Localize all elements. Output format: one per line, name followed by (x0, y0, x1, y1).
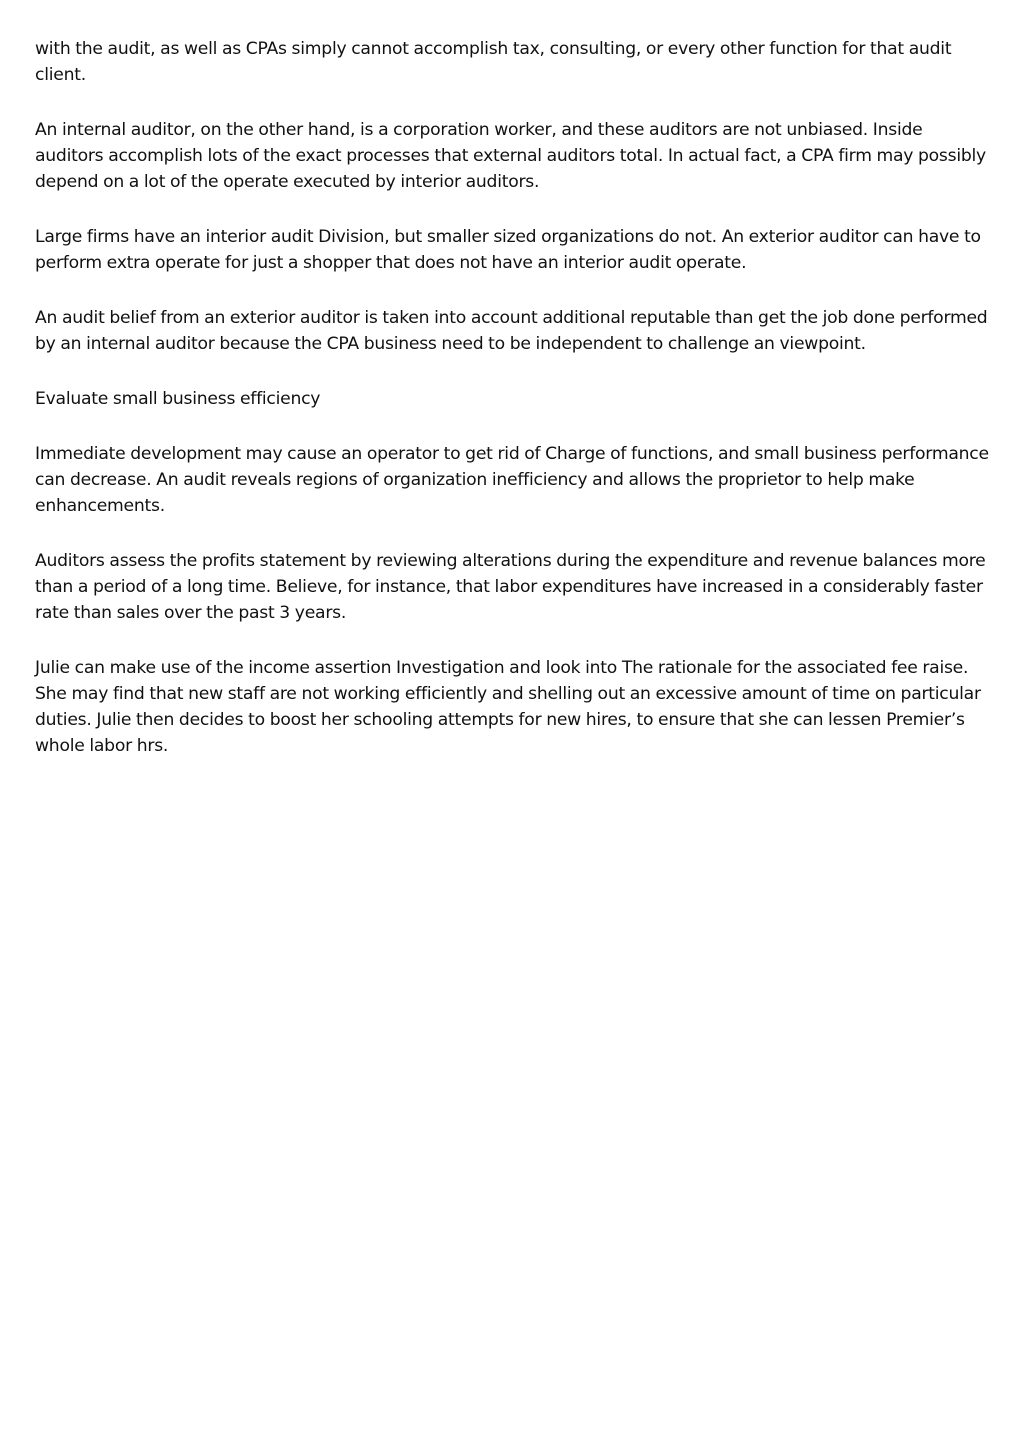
paragraph-julie-example: Julie can make use of the income assertion Investigation and look into The rationale for the associated fee raise. She may find that new staff are not working efficiently and shelling out an excessive amount of time on particular duties. Julie then decides to boost her schooling attempts for new hires, to ensure that she can lessen Premier’s whole labor hrs. (35, 658, 981, 756)
paragraph-audit-opinion: An audit belief from an exterior auditor is taken into account additional reputable than get the job done performed by an internal auditor because the CPA business need to be independent to challenge an viewpoint. (35, 308, 988, 354)
document-page (35, 36, 993, 788)
section-heading-evaluate-efficiency: Evaluate small business efficiency (35, 389, 321, 409)
paragraph-auditors-assess: Auditors assess the profits statement by reviewing alterations during the expenditure and revenue balances more than a period of a long time. Believe, for instance, that labor expenditures have increased in a considerably faster rate than sales over the past 3 years. (35, 551, 986, 623)
paragraph-immediate-development: Immediate development may cause an operator to get rid of Charge of functions, and small business performance can decrease. An audit reveals regions of organization inefficiency and allows the proprietor to help make enhancements. (35, 444, 989, 516)
paragraph-large-firms: Large firms have an interior audit Division, but smaller sized organizations do not. An exterior auditor can have to perform extra operate for just a shopper that does not have an interior audit operate. (35, 227, 981, 273)
paragraph-internal-auditor: An internal auditor, on the other hand, is a corporation worker, and these auditors are not unbiased. Inside auditors accomplish lots of the exact processes that external auditors total. In actual fact, a CPA firm may possibly depend on a lot of the operate executed by interior auditors. (35, 120, 986, 192)
paragraph-audit-independence-end: with the audit, as well as CPAs simply cannot accomplish tax, consulting, or every other function for that audit client. (35, 39, 952, 85)
